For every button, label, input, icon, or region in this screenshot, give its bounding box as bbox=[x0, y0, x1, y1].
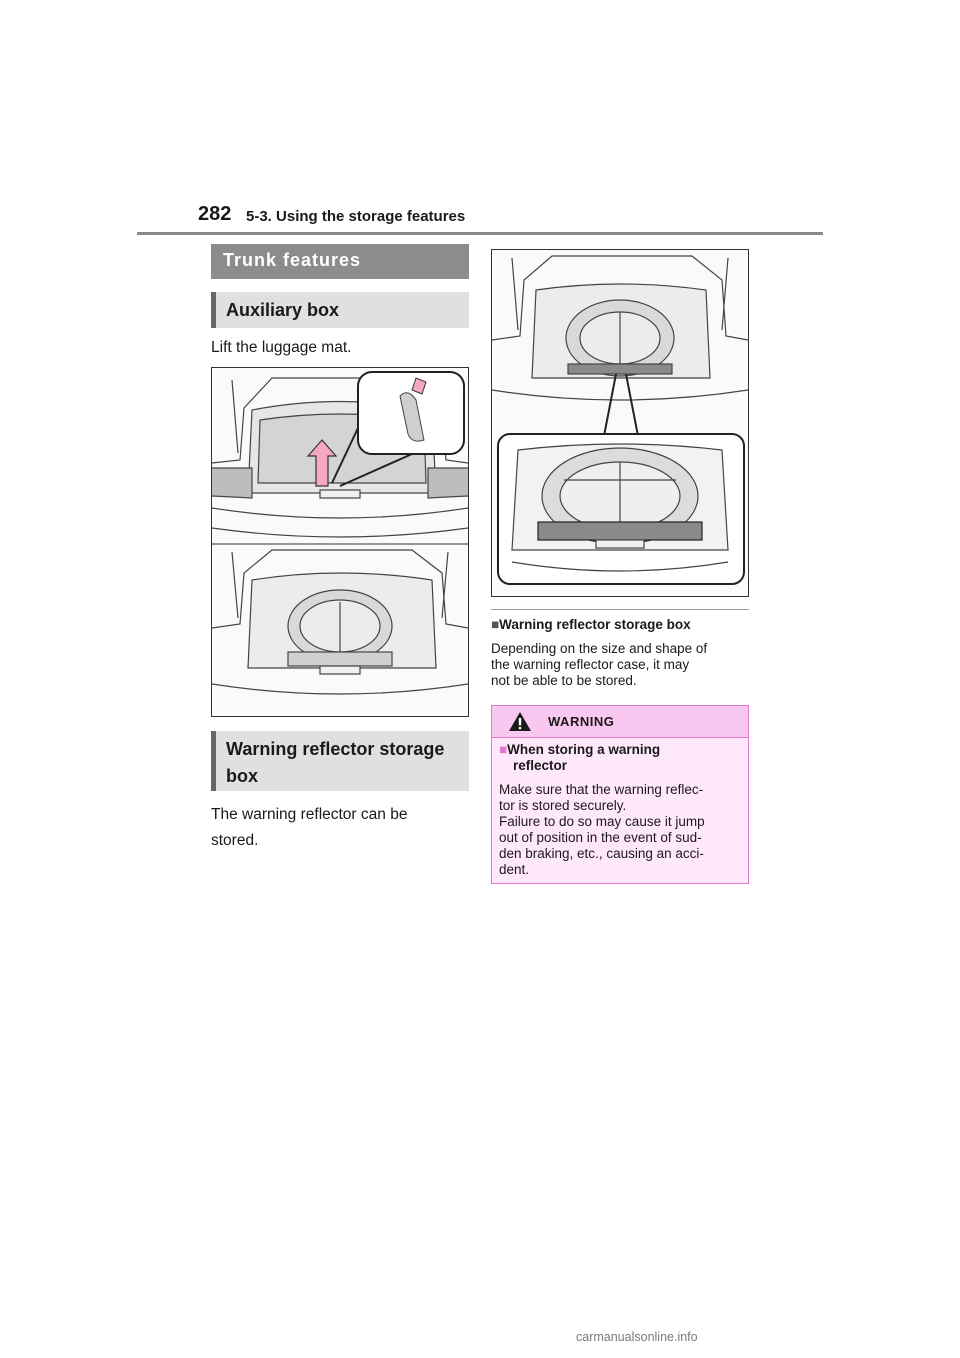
warning-line: out of position in the event of sud- bbox=[499, 830, 702, 845]
thin-rule bbox=[491, 609, 749, 610]
warning-text bbox=[499, 782, 749, 878]
storage-note-line: Depending on the size and shape of bbox=[491, 641, 708, 656]
warning-line: Make sure that the warning reflec- bbox=[499, 782, 704, 797]
warning-bullet: ■ bbox=[499, 742, 508, 757]
warning-triangle-icon bbox=[508, 711, 532, 732]
warning-heading-line2: reflector bbox=[513, 758, 568, 773]
warning-line: dent. bbox=[499, 862, 530, 877]
storage-note-bullet: ■ bbox=[491, 617, 500, 632]
warning-reflector-text-line1: The warning reflector can be bbox=[211, 806, 408, 823]
warning-heading bbox=[499, 742, 739, 774]
trunk-illustration-auxiliary-box bbox=[211, 367, 469, 717]
warning-header bbox=[492, 706, 748, 738]
warning-reflector-heading-line1: Warning reflector storage bbox=[226, 739, 445, 759]
page-number: 282 bbox=[198, 203, 232, 225]
warning-box bbox=[491, 705, 749, 884]
warning-reflector-text-line2: stored. bbox=[211, 832, 259, 849]
storage-note-heading-text: Warning reflector storage box bbox=[499, 617, 691, 632]
auxiliary-box-heading: Auxiliary box bbox=[211, 292, 469, 328]
storage-note-line: not be able to be stored. bbox=[491, 673, 637, 688]
warning-line: den braking, etc., causing an acci- bbox=[499, 846, 704, 861]
warning-reflector-text bbox=[211, 802, 407, 854]
storage-note-heading bbox=[491, 617, 691, 632]
warning-heading-line1: When storing a warning bbox=[507, 742, 661, 757]
warning-reflector-heading bbox=[211, 731, 469, 791]
main-heading: Trunk features bbox=[211, 244, 469, 279]
trunk-illustration-reflector-box bbox=[491, 249, 749, 597]
warning-line: Failure to do so may cause it jump bbox=[499, 814, 705, 829]
warning-label: WARNING bbox=[548, 714, 615, 729]
storage-note-line: the warning reflector case, it may bbox=[491, 657, 690, 672]
warning-line: tor is stored securely. bbox=[499, 798, 627, 813]
warning-reflector-heading-line2: box bbox=[226, 766, 259, 786]
storage-note-text bbox=[491, 641, 753, 689]
section-title: 5-3. Using the storage features bbox=[246, 208, 466, 225]
watermark[interactable]: carmanualsonline.info bbox=[576, 1330, 698, 1344]
auxiliary-box-instruction: Lift the luggage mat. bbox=[211, 339, 352, 356]
header-rule bbox=[137, 232, 823, 235]
